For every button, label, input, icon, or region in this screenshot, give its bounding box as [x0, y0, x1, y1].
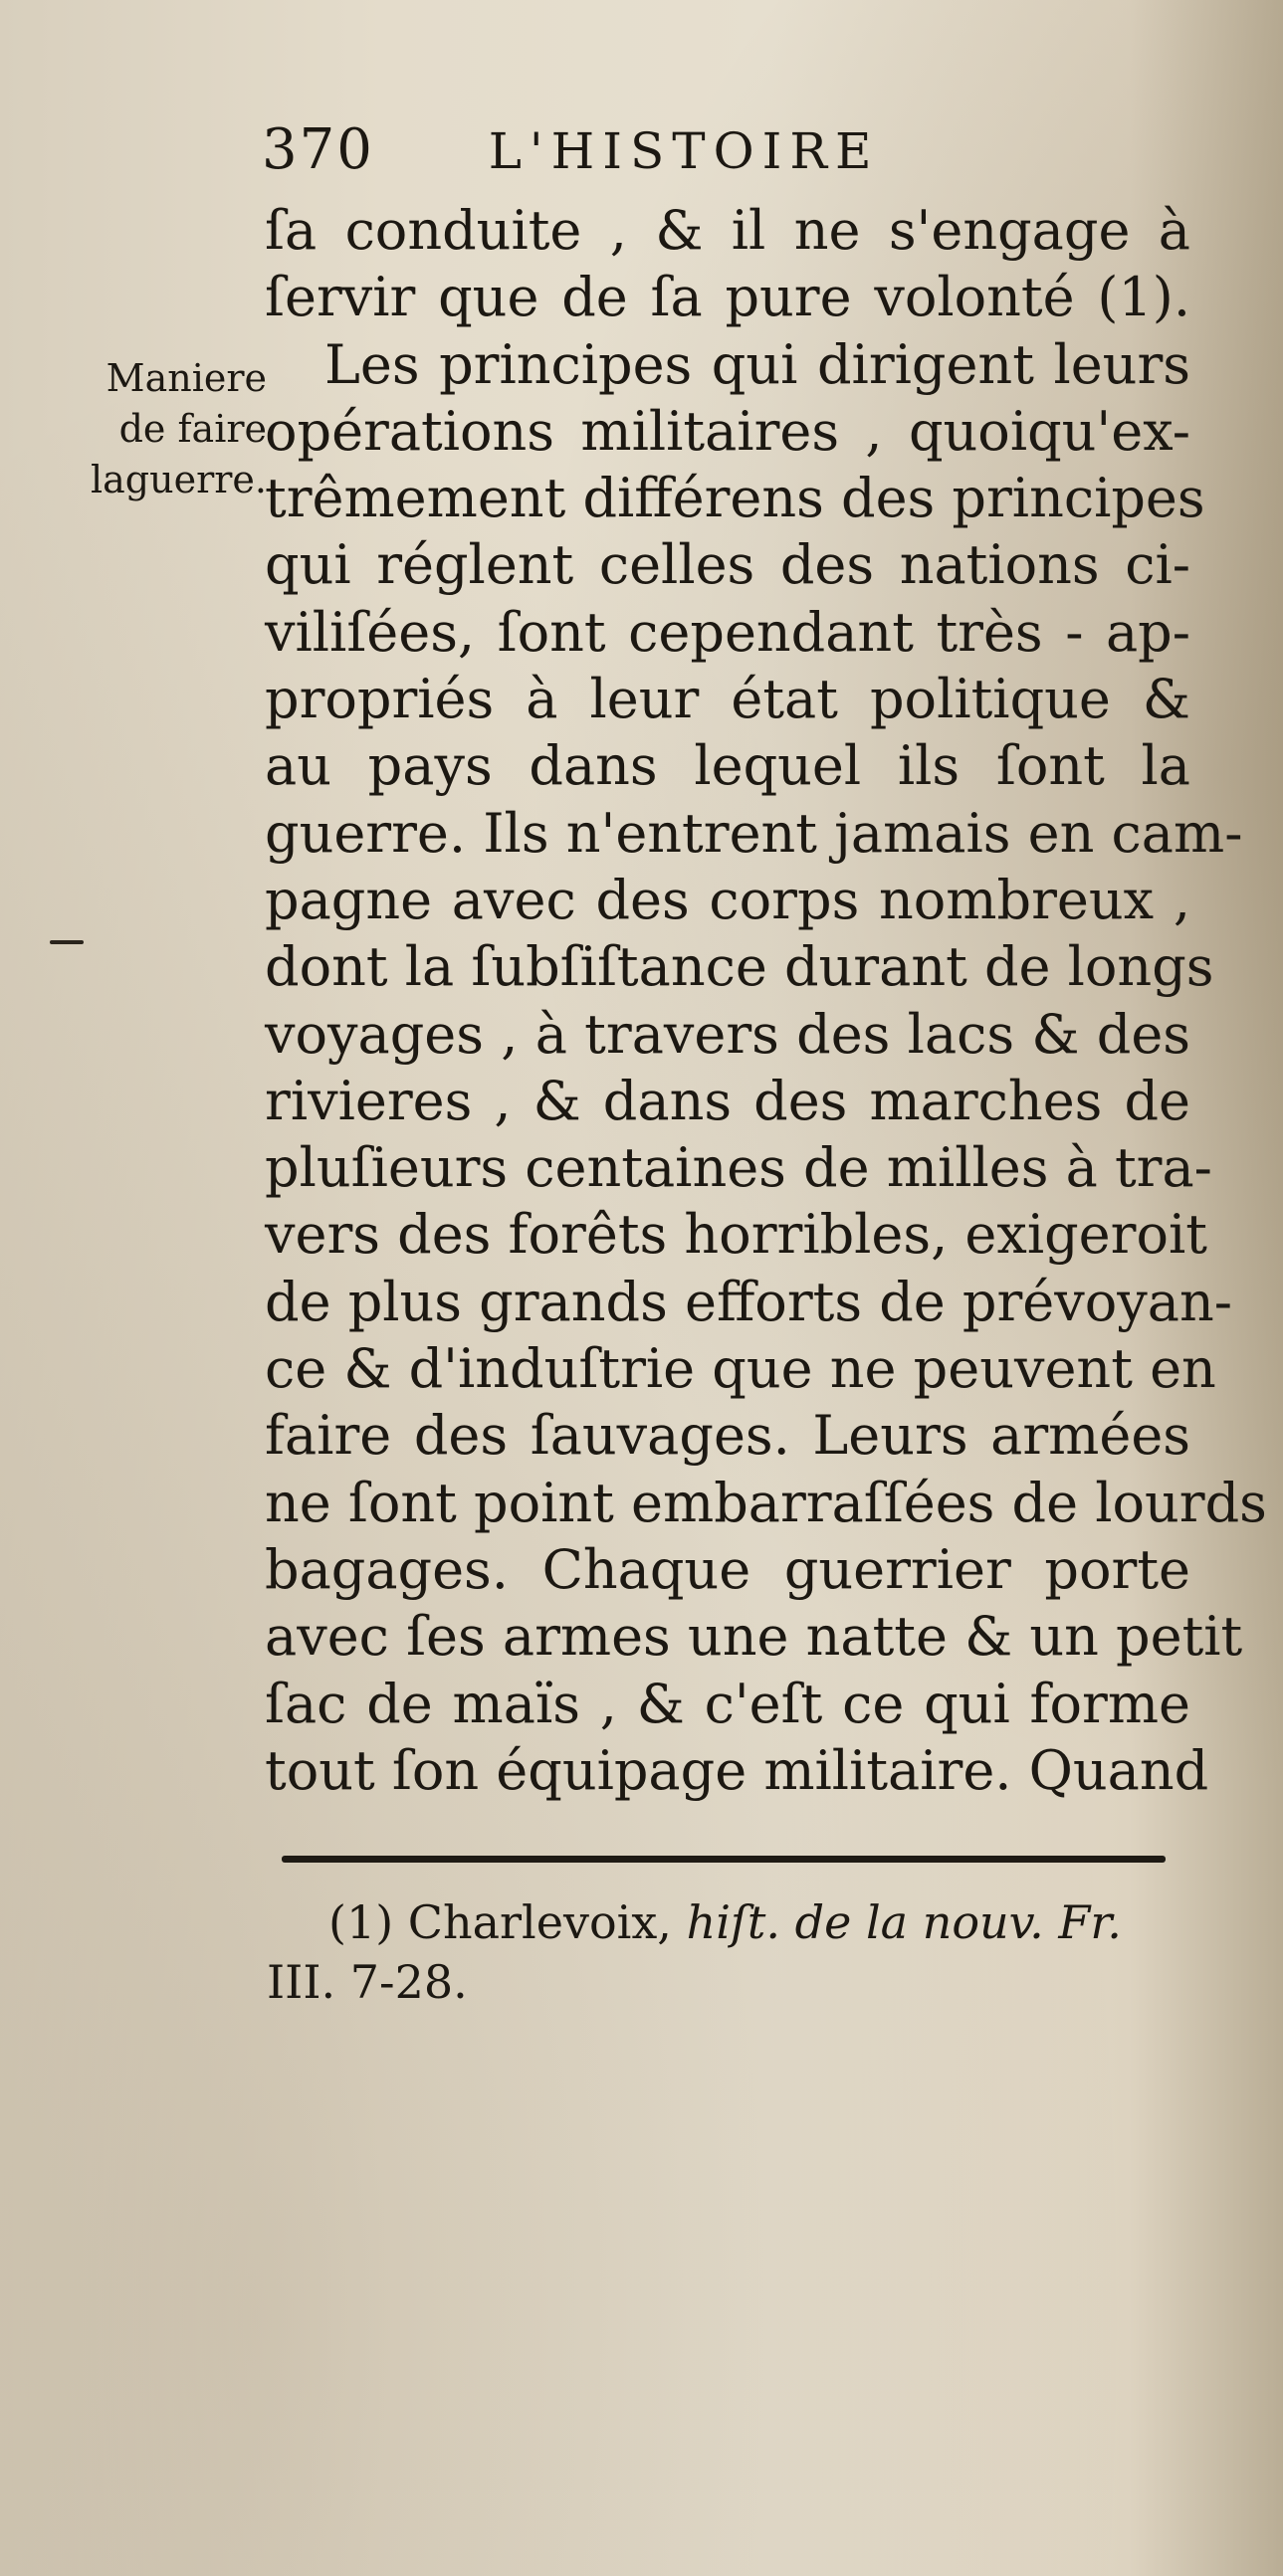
text-line: voyages , à travers des lacs & des: [265, 1002, 1190, 1066]
running-header: [262, 117, 880, 182]
text-line: tout ſon équipage militaire. Quand: [265, 1738, 1209, 1802]
text-line: ne ſont point embarraſſées de lourds: [265, 1471, 1267, 1534]
margin-note-line: de faire: [118, 407, 267, 451]
text-line: trêmement différens des principes: [265, 467, 1205, 530]
footnote-rule: [282, 1856, 1166, 1863]
text-line: qui réglent celles des nations ci-: [265, 533, 1190, 597]
text-line: guerre. Ils n'entrent jamais en cam-: [265, 801, 1243, 865]
text-line: bagages. Chaque guerrier porte: [265, 1537, 1190, 1601]
footnote-reference: III. 7-28.: [267, 1955, 468, 2009]
text-line: faire des ſauvages. Leurs armées: [265, 1404, 1190, 1468]
text-line: ſervir que de ſa pure volonté (1).: [265, 266, 1190, 329]
text-line: opérations militaires , quoiqu'ex-: [265, 399, 1190, 463]
footnote-marker: (1): [328, 1895, 394, 1949]
margin-mark: [50, 940, 84, 944]
text-line: ce & d'induſtrie que ne peuvent en: [265, 1337, 1216, 1401]
text-line: dont la ſubſiſtance durant de longs: [265, 935, 1214, 999]
margin-note-line: Maniere: [106, 356, 267, 400]
footnote-author: Charlevoix,: [407, 1895, 672, 1949]
text-line: propriés à leur état politique &: [265, 668, 1190, 731]
footnote-work: hiſt. de la nouv. Fr.: [686, 1895, 1122, 1949]
text-line: rivieres , & dans des marches de: [265, 1069, 1190, 1132]
margin-note: [38, 353, 267, 505]
text-line: ſa conduite , & il ne s'engage à: [265, 199, 1190, 262]
text-line: vers des forêts horribles, exigeroit: [265, 1203, 1207, 1267]
text-line: Les principes qui dirigent leurs: [324, 332, 1190, 396]
text-line: au pays dans lequel ils ſont la: [265, 734, 1190, 798]
body-text: [265, 197, 1267, 1804]
text-line: pagne avec des corps nombreux ,: [265, 868, 1190, 931]
running-title: L'HISTOIRE: [488, 122, 880, 180]
margin-note-line: laguerre.: [91, 458, 267, 501]
text-line: de plus grands efforts de prévoyan-: [265, 1270, 1232, 1333]
text-line: avec ſes armes une natte & un petit: [265, 1605, 1243, 1669]
text-line: pluſieurs centaines de milles à tra-: [265, 1136, 1212, 1200]
footnote: [267, 1892, 1122, 2009]
text-line: viliſées, ſont cependant très - ap-: [265, 600, 1190, 664]
text-line: ſac de maïs , & c'eſt ce qui forme: [265, 1672, 1190, 1735]
page-number: 370: [262, 117, 374, 182]
